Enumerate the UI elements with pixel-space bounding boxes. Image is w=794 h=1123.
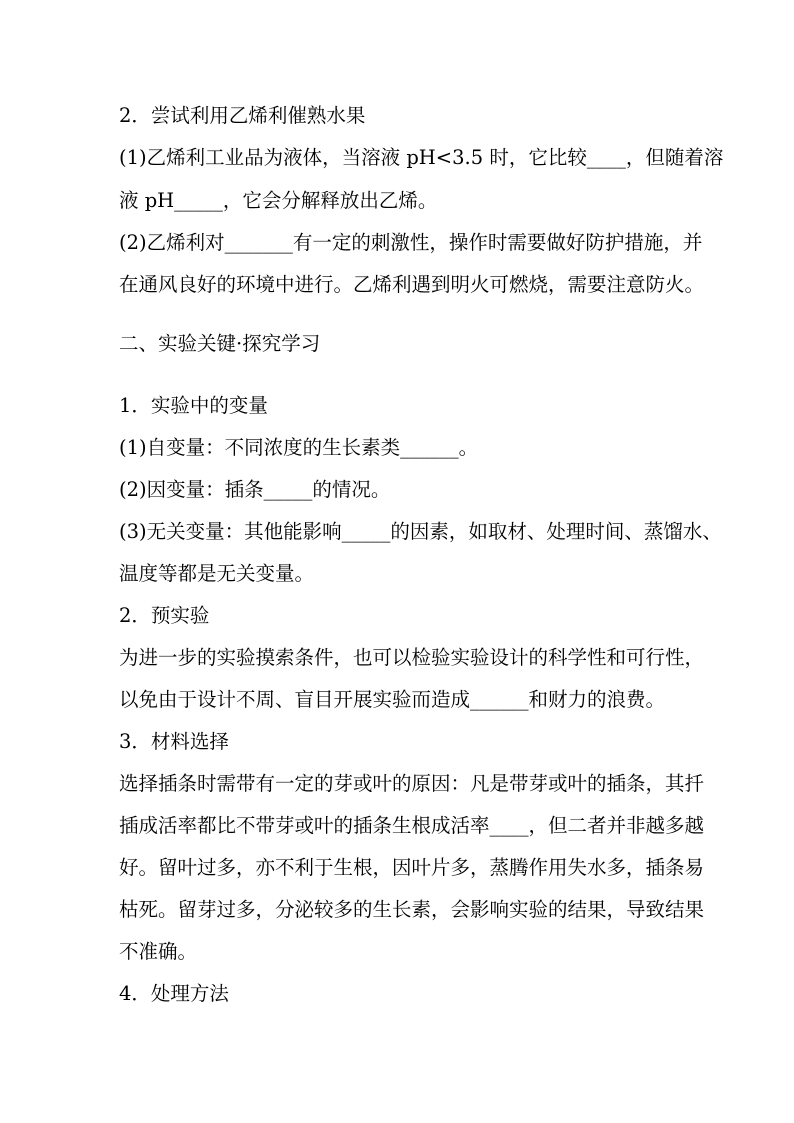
- paragraph-line: 在通风良好的环境中进行。乙烯利遇到明火可燃烧，需要注意防火。: [119, 273, 705, 296]
- heading-pre-experiment: 2．预实验: [119, 604, 210, 627]
- paragraph-line: 插成活率都比不带芽或叶的插条生根成活率____，但二者并非越多越: [119, 814, 705, 837]
- paragraph-line: (1)乙烯利工业品为液体，当溶液 pH<3.5 时，它比较____，但随着溶: [119, 146, 724, 169]
- paragraph-line: (1)自变量：不同浓度的生长素类______。: [119, 436, 479, 459]
- paragraph-line: 液 pH_____，它会分解释放出乙烯。: [119, 189, 438, 212]
- heading-variables: 1．实验中的变量: [119, 394, 268, 417]
- heading-ethephon: 2．尝试利用乙烯利催熟水果: [119, 104, 366, 127]
- paragraph-line: 以免由于设计不周、盲目开展实验而造成______和财力的浪费。: [119, 688, 666, 711]
- heading-method: 4．处理方法: [119, 982, 229, 1005]
- paragraph-line: 好。留叶过多，亦不利于生根，因叶片多，蒸腾作用失水多，插条易: [119, 856, 705, 879]
- paragraph-line: 不准确。: [119, 940, 198, 963]
- paragraph-line: 温度等都是无关变量。: [119, 562, 315, 585]
- paragraph-line: 选择插条时需带有一定的芽或叶的原因：凡是带芽或叶的插条，其扦: [119, 772, 705, 795]
- paragraph-line: (2)因变量：插条_____的情况。: [119, 478, 391, 501]
- paragraph-line: (3)无关变量：其他能影响_____的因素，如取材、处理时间、蒸馏水、: [119, 520, 722, 543]
- part-two-title: 二、实验关键·探究学习: [119, 332, 321, 355]
- heading-material: 3．材料选择: [119, 730, 229, 753]
- paragraph-line: (2)乙烯利对_______有一定的刺激性，操作时需要做好防护措施，并: [119, 231, 703, 254]
- paragraph-line: 为进一步的实验摸索条件，也可以检验实验设计的科学性和可行性，: [119, 646, 705, 669]
- paragraph-line: 枯死。留芽过多，分泌较多的生长素，会影响实验的结果，导致结果: [119, 898, 705, 921]
